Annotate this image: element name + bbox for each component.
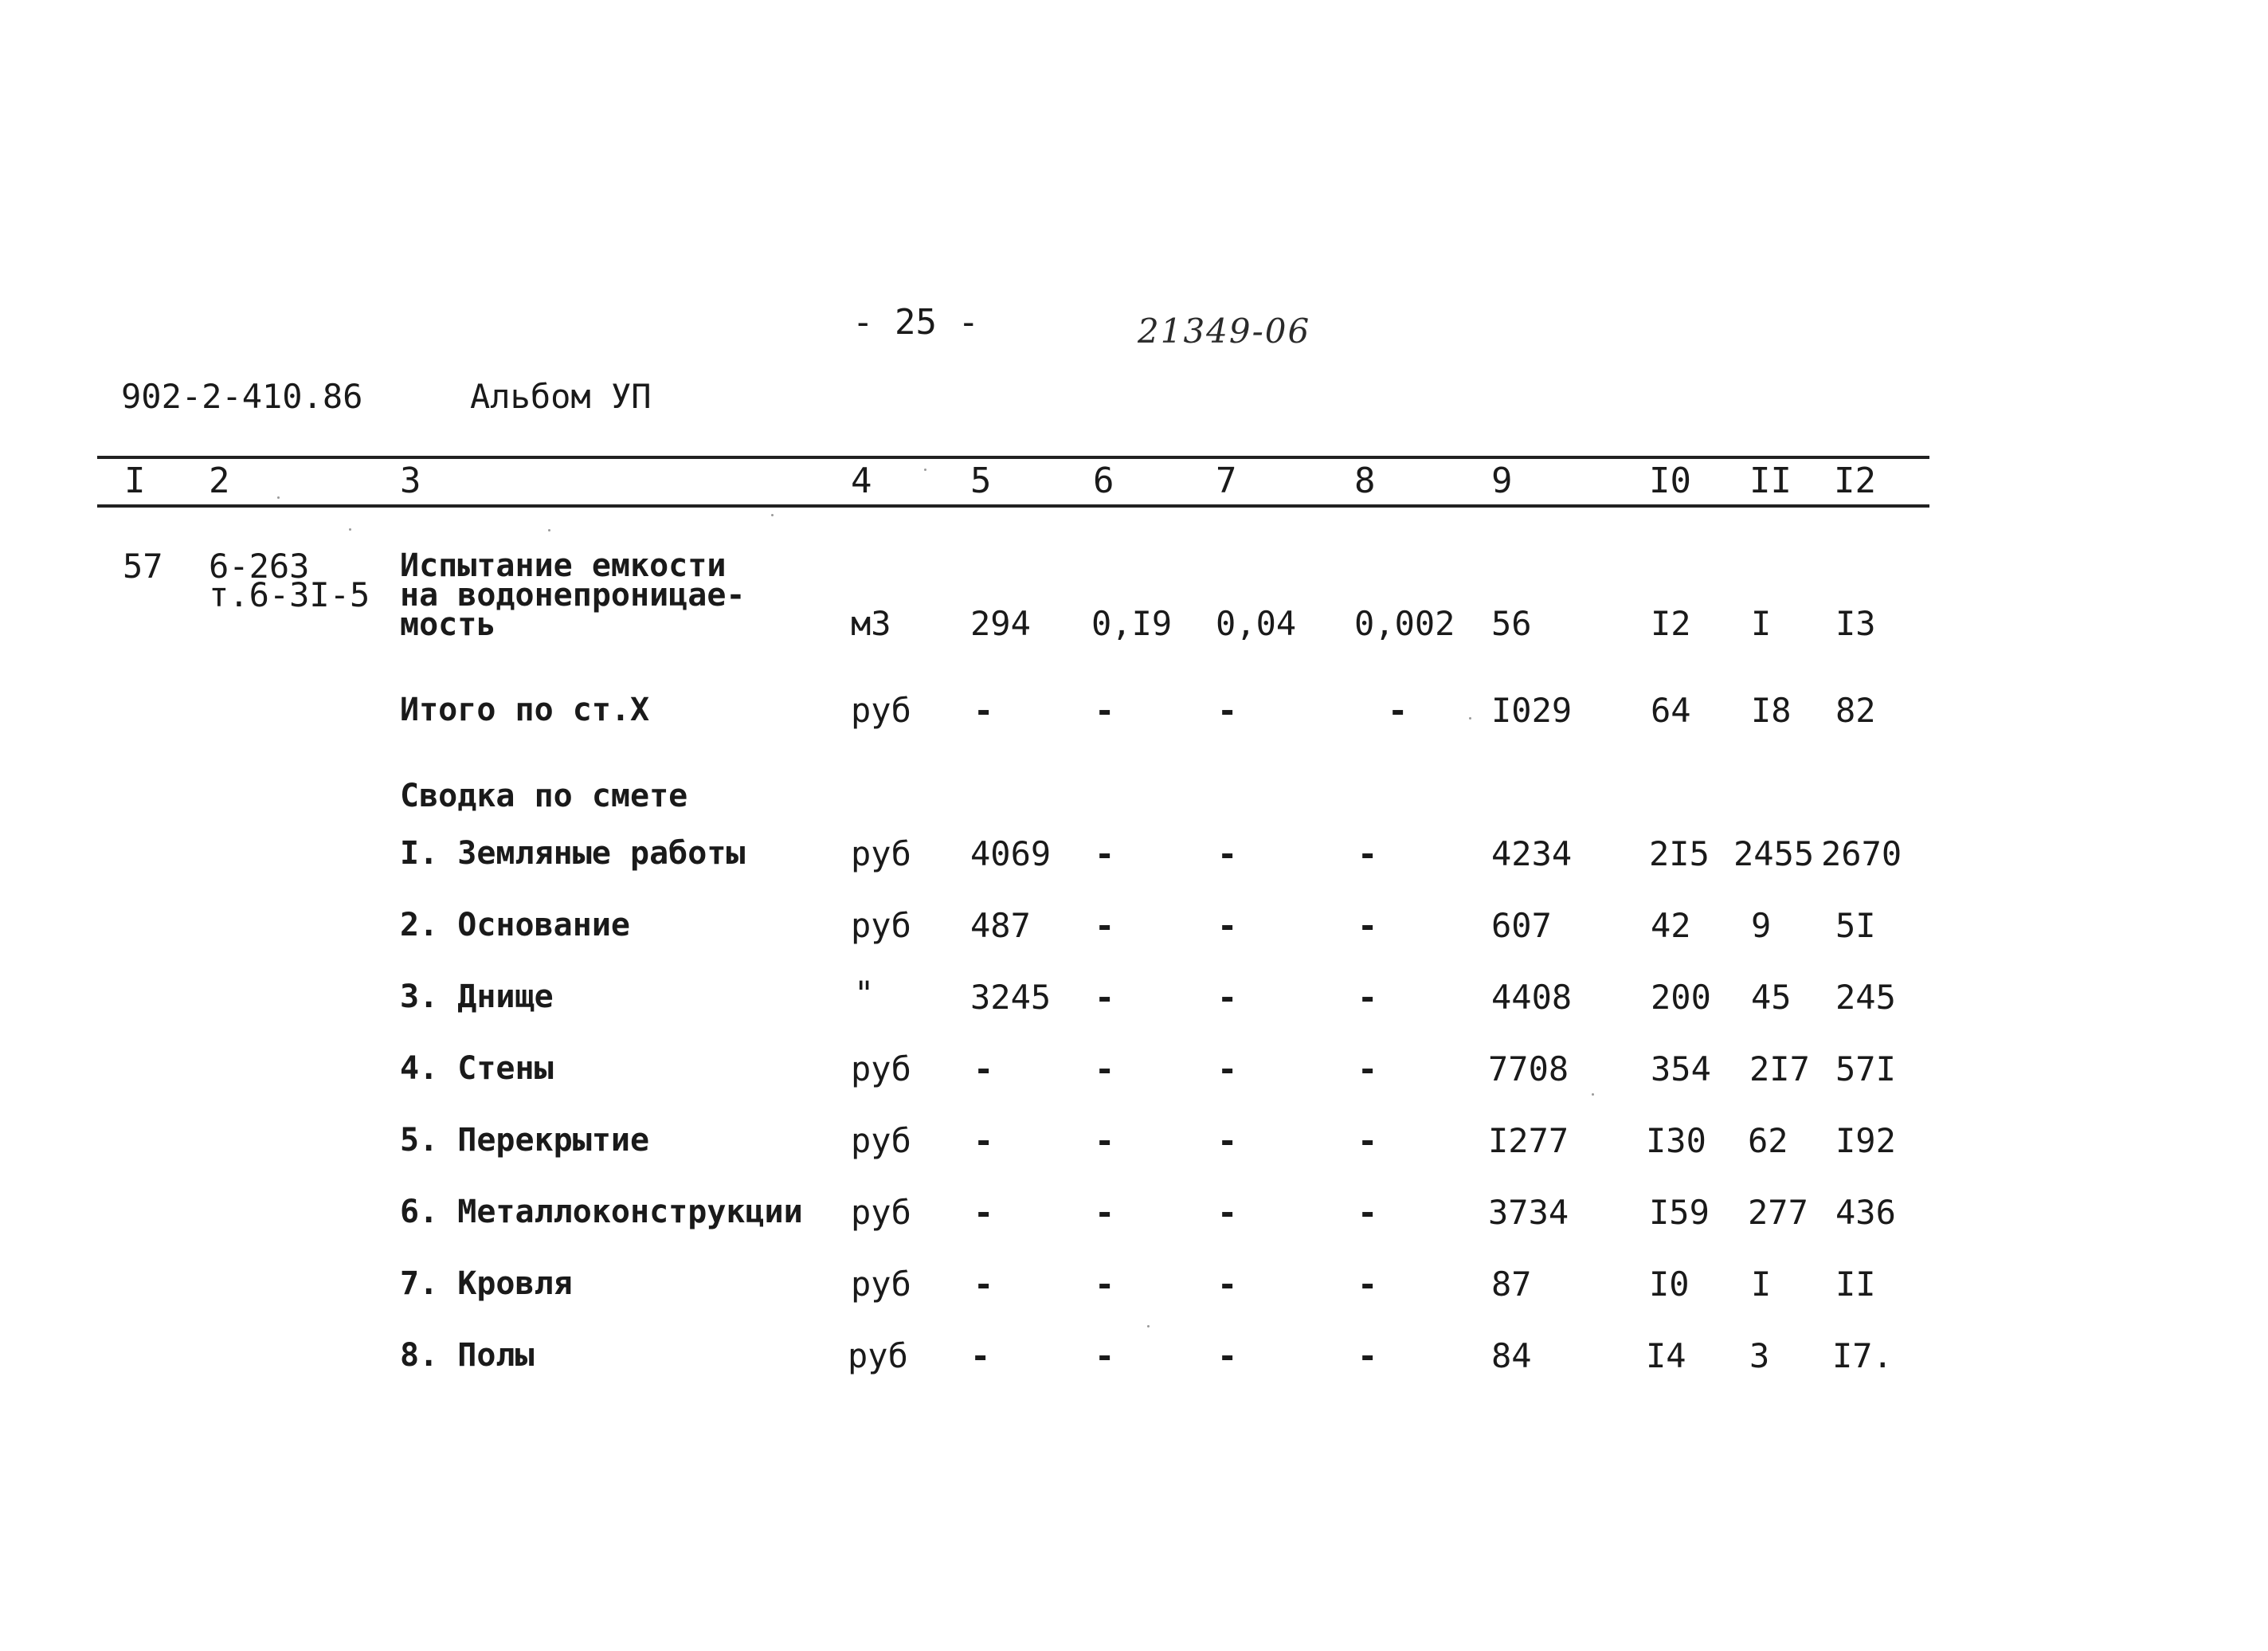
summary-row-col11: 3 <box>1749 1336 1770 1375</box>
item-col11: I <box>1751 604 1772 643</box>
summary-row-col10: 354 <box>1651 1049 1711 1088</box>
summary-row-col9: I277 <box>1488 1121 1569 1160</box>
summary-row-label: 7. Кровля <box>400 1265 573 1302</box>
col-header-9: 9 <box>1491 461 1513 501</box>
summary-row-col12: II <box>1835 1265 1876 1304</box>
summary-row-col6: - <box>1095 1193 1115 1232</box>
col-header-4: 4 <box>851 461 872 501</box>
summary-row-col5: 3245 <box>970 978 1052 1017</box>
summary-row-label: 3. Днище <box>400 978 554 1015</box>
summary-row-col5: 4069 <box>970 834 1052 873</box>
col-header-6: 6 <box>1093 461 1114 501</box>
summary-title: Сводка по смете <box>400 778 688 814</box>
summary-row-col11: 45 <box>1751 978 1792 1017</box>
col-header-12: I2 <box>1834 461 1876 501</box>
col-header-10: I0 <box>1649 461 1691 501</box>
summary-row-col7: - <box>1217 1336 1238 1375</box>
col-header-1: I <box>124 461 146 501</box>
summary-row-col12: I7. <box>1832 1336 1893 1375</box>
item-description: Испытание емкости на водонепроницае- мость <box>400 547 746 643</box>
summary-row-col8: - <box>1357 1265 1378 1304</box>
summary-row-col9: 84 <box>1491 1336 1532 1375</box>
summary-row-col7: - <box>1217 906 1238 945</box>
summary-row-unit: руб <box>851 1049 911 1088</box>
album-label: Альбом УП <box>470 377 652 416</box>
scan-speck <box>277 496 280 499</box>
summary-row-col6: - <box>1095 1121 1115 1160</box>
col-header-5: 5 <box>970 461 992 501</box>
total-col12: 82 <box>1835 691 1876 730</box>
summary-row-col6: - <box>1095 1049 1115 1088</box>
summary-row-col11: I <box>1751 1265 1772 1304</box>
summary-row-col7: - <box>1217 1049 1238 1088</box>
col-header-8: 8 <box>1354 461 1376 501</box>
col-header-3: 3 <box>400 461 421 501</box>
summary-row-col11: 2I7 <box>1749 1049 1810 1088</box>
summary-row-unit: руб <box>851 1121 911 1160</box>
summary-row-col10: 42 <box>1651 906 1691 945</box>
summary-row-col8: - <box>1357 1336 1378 1375</box>
summary-row-col12: 245 <box>1835 978 1896 1017</box>
summary-row-col7: - <box>1217 1193 1238 1232</box>
summary-row-unit: руб <box>851 906 911 945</box>
scan-speck <box>1592 1093 1594 1096</box>
summary-row-col9: 3734 <box>1488 1193 1569 1232</box>
summary-row-col12: 436 <box>1835 1193 1896 1232</box>
scan-speck <box>924 469 926 471</box>
summary-row-col12: I92 <box>1835 1121 1896 1160</box>
item-col9: 56 <box>1491 604 1532 643</box>
summary-row-col6: - <box>1095 978 1115 1017</box>
summary-row-col8: - <box>1357 978 1378 1017</box>
item-unit: м3 <box>851 604 891 643</box>
total-col5: - <box>973 691 994 730</box>
page-number: - 25 - <box>852 302 979 343</box>
item-code-line1: 6-263 <box>209 547 310 586</box>
total-col8: - <box>1388 691 1408 730</box>
summary-row-col10: I4 <box>1646 1336 1686 1375</box>
summary-row-col9: 7708 <box>1488 1049 1569 1088</box>
summary-row-col12: 5I <box>1835 906 1876 945</box>
item-col5: 294 <box>970 604 1031 643</box>
total-unit: руб <box>851 691 911 730</box>
summary-row-col9: 607 <box>1491 906 1552 945</box>
total-label: Итого по ст.Х <box>400 692 650 728</box>
summary-row-col10: 200 <box>1651 978 1711 1017</box>
scan-speck <box>349 528 351 531</box>
summary-row-col8: - <box>1357 1193 1378 1232</box>
summary-row-col12: 2670 <box>1821 834 1902 873</box>
scan-speck <box>771 514 774 516</box>
summary-row-col7: - <box>1217 978 1238 1017</box>
summary-row-col8: - <box>1357 1049 1378 1088</box>
item-col12: I3 <box>1835 604 1876 643</box>
total-col9: I029 <box>1491 691 1573 730</box>
summary-row-col6: - <box>1095 1336 1115 1375</box>
col-header-11: II <box>1749 461 1792 501</box>
summary-row-col10: 2I5 <box>1649 834 1710 873</box>
summary-row-unit: руб <box>848 1336 908 1375</box>
summary-row-col7: - <box>1217 834 1238 873</box>
summary-row-col10: I0 <box>1649 1265 1690 1304</box>
table-header-rule <box>97 504 1929 508</box>
summary-row-label: 5. Перекрытие <box>400 1122 650 1159</box>
summary-row-col6: - <box>1095 1265 1115 1304</box>
summary-row-col11: 2455 <box>1733 834 1815 873</box>
summary-row-label: 6. Металлоконструкции <box>400 1194 803 1230</box>
summary-row-col12: 57I <box>1835 1049 1896 1088</box>
summary-row-label: I. Земляные работы <box>400 835 746 872</box>
summary-row-unit: руб <box>851 1265 911 1304</box>
summary-row-col6: - <box>1095 834 1115 873</box>
summary-row-col11: 9 <box>1751 906 1772 945</box>
summary-row-label: 8. Полы <box>400 1337 535 1374</box>
total-col7: - <box>1217 691 1238 730</box>
item-code-line2: т.6-3I-5 <box>209 575 370 614</box>
item-col6: 0,I9 <box>1091 604 1173 643</box>
col-header-7: 7 <box>1216 461 1237 501</box>
summary-row-col8: - <box>1357 1121 1378 1160</box>
summary-row-col10: I30 <box>1646 1121 1706 1160</box>
summary-row-col8: - <box>1357 906 1378 945</box>
summary-row-col9: 4408 <box>1491 978 1573 1017</box>
total-col10: 64 <box>1651 691 1691 730</box>
summary-row-col5: - <box>970 1336 991 1375</box>
col-header-2: 2 <box>209 461 230 501</box>
summary-row-col6: - <box>1095 906 1115 945</box>
total-col6: - <box>1095 691 1115 730</box>
item-col7: 0,04 <box>1216 604 1297 643</box>
item-col10: I2 <box>1651 604 1691 643</box>
item-col8: 0,002 <box>1354 604 1455 643</box>
summary-row-unit: руб <box>851 1193 911 1232</box>
scan-speck <box>1147 1325 1150 1327</box>
summary-row-col11: 277 <box>1748 1193 1808 1232</box>
summary-row-col7: - <box>1217 1265 1238 1304</box>
summary-row-unit: руб <box>851 834 911 873</box>
handwritten-code: 21349-06 <box>1138 312 1311 351</box>
summary-row-unit: " <box>854 974 875 1013</box>
summary-row-col5: - <box>973 1121 994 1160</box>
table-top-rule <box>97 456 1929 459</box>
summary-row-col11: 62 <box>1748 1121 1788 1160</box>
total-col11: I8 <box>1751 691 1792 730</box>
item-number: 57 <box>123 547 163 586</box>
doc-code: 902-2-410.86 <box>121 377 363 416</box>
summary-row-col5: - <box>973 1265 994 1304</box>
summary-row-col5: - <box>973 1049 994 1088</box>
summary-row-label: 2. Основание <box>400 907 630 943</box>
summary-row-col5: 487 <box>970 906 1031 945</box>
summary-row-col8: - <box>1357 834 1378 873</box>
summary-row-col10: I59 <box>1649 1193 1710 1232</box>
scan-speck <box>548 529 550 531</box>
summary-row-col5: - <box>973 1193 994 1232</box>
scan-speck <box>1469 717 1471 720</box>
summary-row-col9: 87 <box>1491 1265 1532 1304</box>
summary-row-col7: - <box>1217 1121 1238 1160</box>
summary-row-col9: 4234 <box>1491 834 1573 873</box>
summary-row-label: 4. Стены <box>400 1050 554 1087</box>
